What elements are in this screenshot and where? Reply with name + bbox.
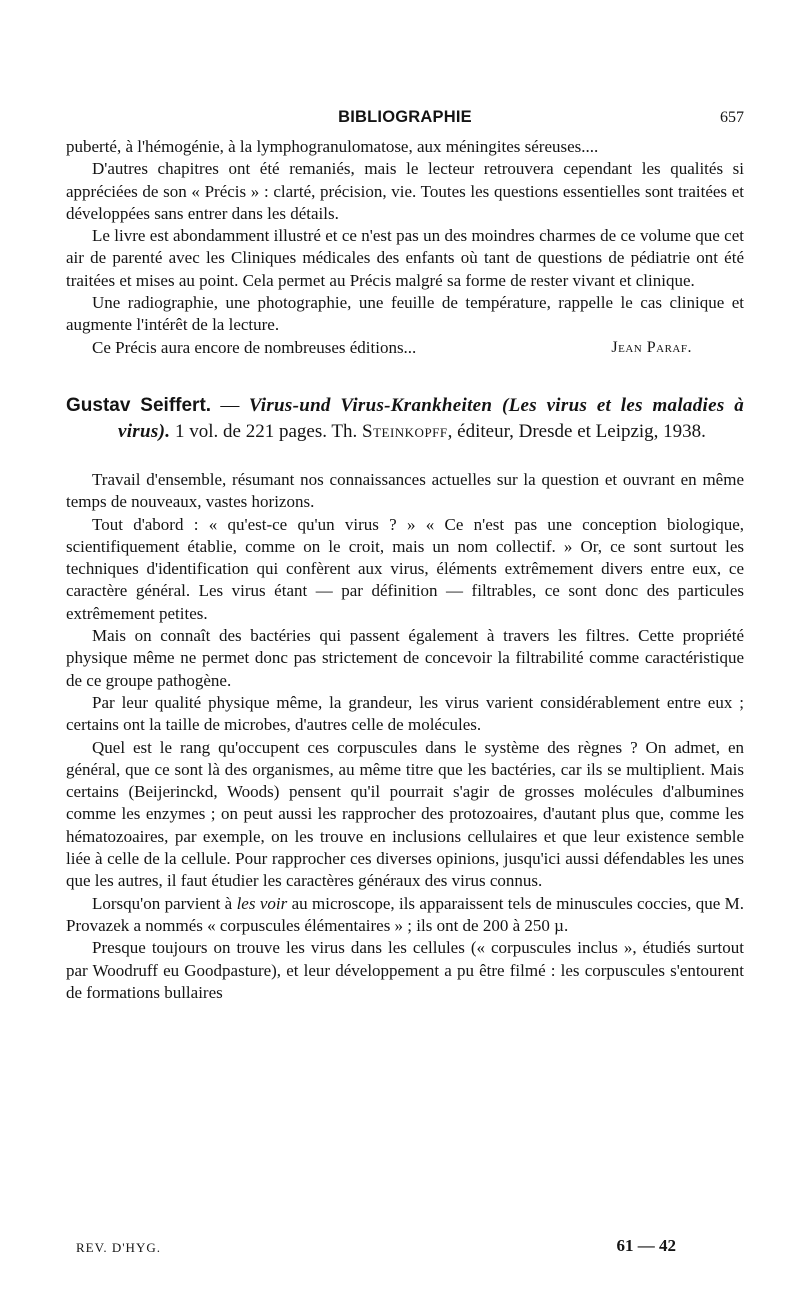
paragraph: D'autres chapitres ont été remaniés, mais le lecteur retrouvera cependant les qualités si appréciées de son « Précis » : clarté, précision, vie. Toutes les questions essentielles sont traitées et développées sans entrer dans les détails.: [66, 159, 744, 223]
entry-author: Gustav Seiffert.: [66, 394, 212, 416]
entry-dash: —: [211, 394, 249, 416]
bibliographic-entry: [66, 393, 744, 445]
page-footer: [76, 1236, 676, 1260]
entry-details: 1 vol. de 221 pages. Th.: [170, 420, 362, 442]
review-seiffert: [66, 469, 744, 1004]
paragraph: Tout d'abord : « qu'est-ce qu'un virus ? » « Ce n'est pas une conception biologique, scientifiquement établie, comme on le croit, mais un nom collectif. » Or, ce sont surtout les techniques d'identification qui confèrent aux virus, éléments extrêmement divers entre eux, ce caractère général. Les virus étant — par définition — filtrables, ce sont donc des particules extrêmement petites.: [66, 514, 744, 623]
closing-line: [66, 337, 744, 359]
paragraph: Quel est le rang qu'occupent ces corpuscules dans le système des règnes ? On admet, en général, que ce sont là des organismes, au même titre que les bactéries, car ils se multiplient. Mais certains (Beijerinckd, Woods) pensent qu'il pourrait s'agir de grosses molécules d'albumines comme les enzymes ; on peut aussi les rapprocher des protozoaires, d'autant plus que, comme les hématozoaires, par exemple, on les trouve en inclusions cellulaires et que leur existence semble liée à celle de la cellule. Pour rapprocher ces diverses opinions, jusqu'ici aussi défendables les unes que les autres, il faut étudier les caractères généraux des virus connus.: [66, 737, 744, 891]
paragraph: puberté, à l'hémogénie, à la lymphogranulomatose, aux méningites séreuses....: [66, 137, 599, 156]
paragraph: Travail d'ensemble, résumant nos connaissances actuelles sur la question et ouvrant en même temps de nouveaux, vastes horizons.: [66, 469, 744, 512]
text-run: au microscope, ils apparaissent tels de minuscules coccies, que M. Provazek a nommés « corpuscules élémentaires » ; ils ont de 200 à 250 µ.: [66, 893, 744, 935]
entry-publisher: Steinkopff: [362, 420, 448, 442]
page-number: 657: [720, 109, 744, 126]
entry-details-end: , éditeur, Dresde et Leipzig, 1938.: [447, 420, 706, 442]
text-run: Lorsqu'on parvient à: [92, 893, 237, 913]
emphasis: les voir: [236, 893, 288, 913]
paragraph: Mais on connaît des bactéries qui passent également à travers les filtres. Cette propriété physique même ne permet donc pas strictement de concevoir la filtrabilité comme caractéristique de ce groupe pathogène.: [66, 626, 744, 690]
paragraph: Par leur qualité physique même, la grandeur, les virus varient considérablement entre eux ; certains ont la taille de microbes, d'autres celle de molécules.: [66, 692, 744, 735]
review-paraf: [66, 136, 744, 359]
page: [66, 0, 744, 1004]
paragraph: Le livre est abondamment illustré et ce n'est pas un des moindres charmes de ce volume que cet air de parenté avec les Cliniques médicales des enfants où tant de questions de pédiatrie ont été traitées et mises au point. Cela permet au Précis malgré sa forme de rester vivant et clinique.: [66, 226, 744, 290]
running-head: [66, 104, 744, 134]
reviewer-signature: Jean Paraf.: [611, 338, 692, 356]
running-title: BIBLIOGRAPHIE: [338, 108, 472, 126]
paragraph: [66, 893, 744, 938]
paragraph: Presque toujours on trouve les virus dans les cellules (« corpuscules inclus », étudiés surtout par Woodruff eu Goodpasture), et leur développement a pu être filmé : les corpuscules s'entourent de formations bullaires: [66, 938, 744, 1002]
closing-text: Ce Précis aura encore de nombreuses éditions...: [92, 337, 417, 357]
paragraph: Une radiographie, une photographie, une feuille de température, rappelle le cas clinique et augmente l'intérêt de la lecture.: [66, 293, 744, 335]
journal-abbreviation: REV. D'HYG.: [76, 1240, 161, 1255]
entry-title: Virus-und Virus-Krankheiten (Les virus et les maladies à virus).: [118, 394, 745, 442]
signature-mark: 61 — 42: [616, 1236, 676, 1255]
